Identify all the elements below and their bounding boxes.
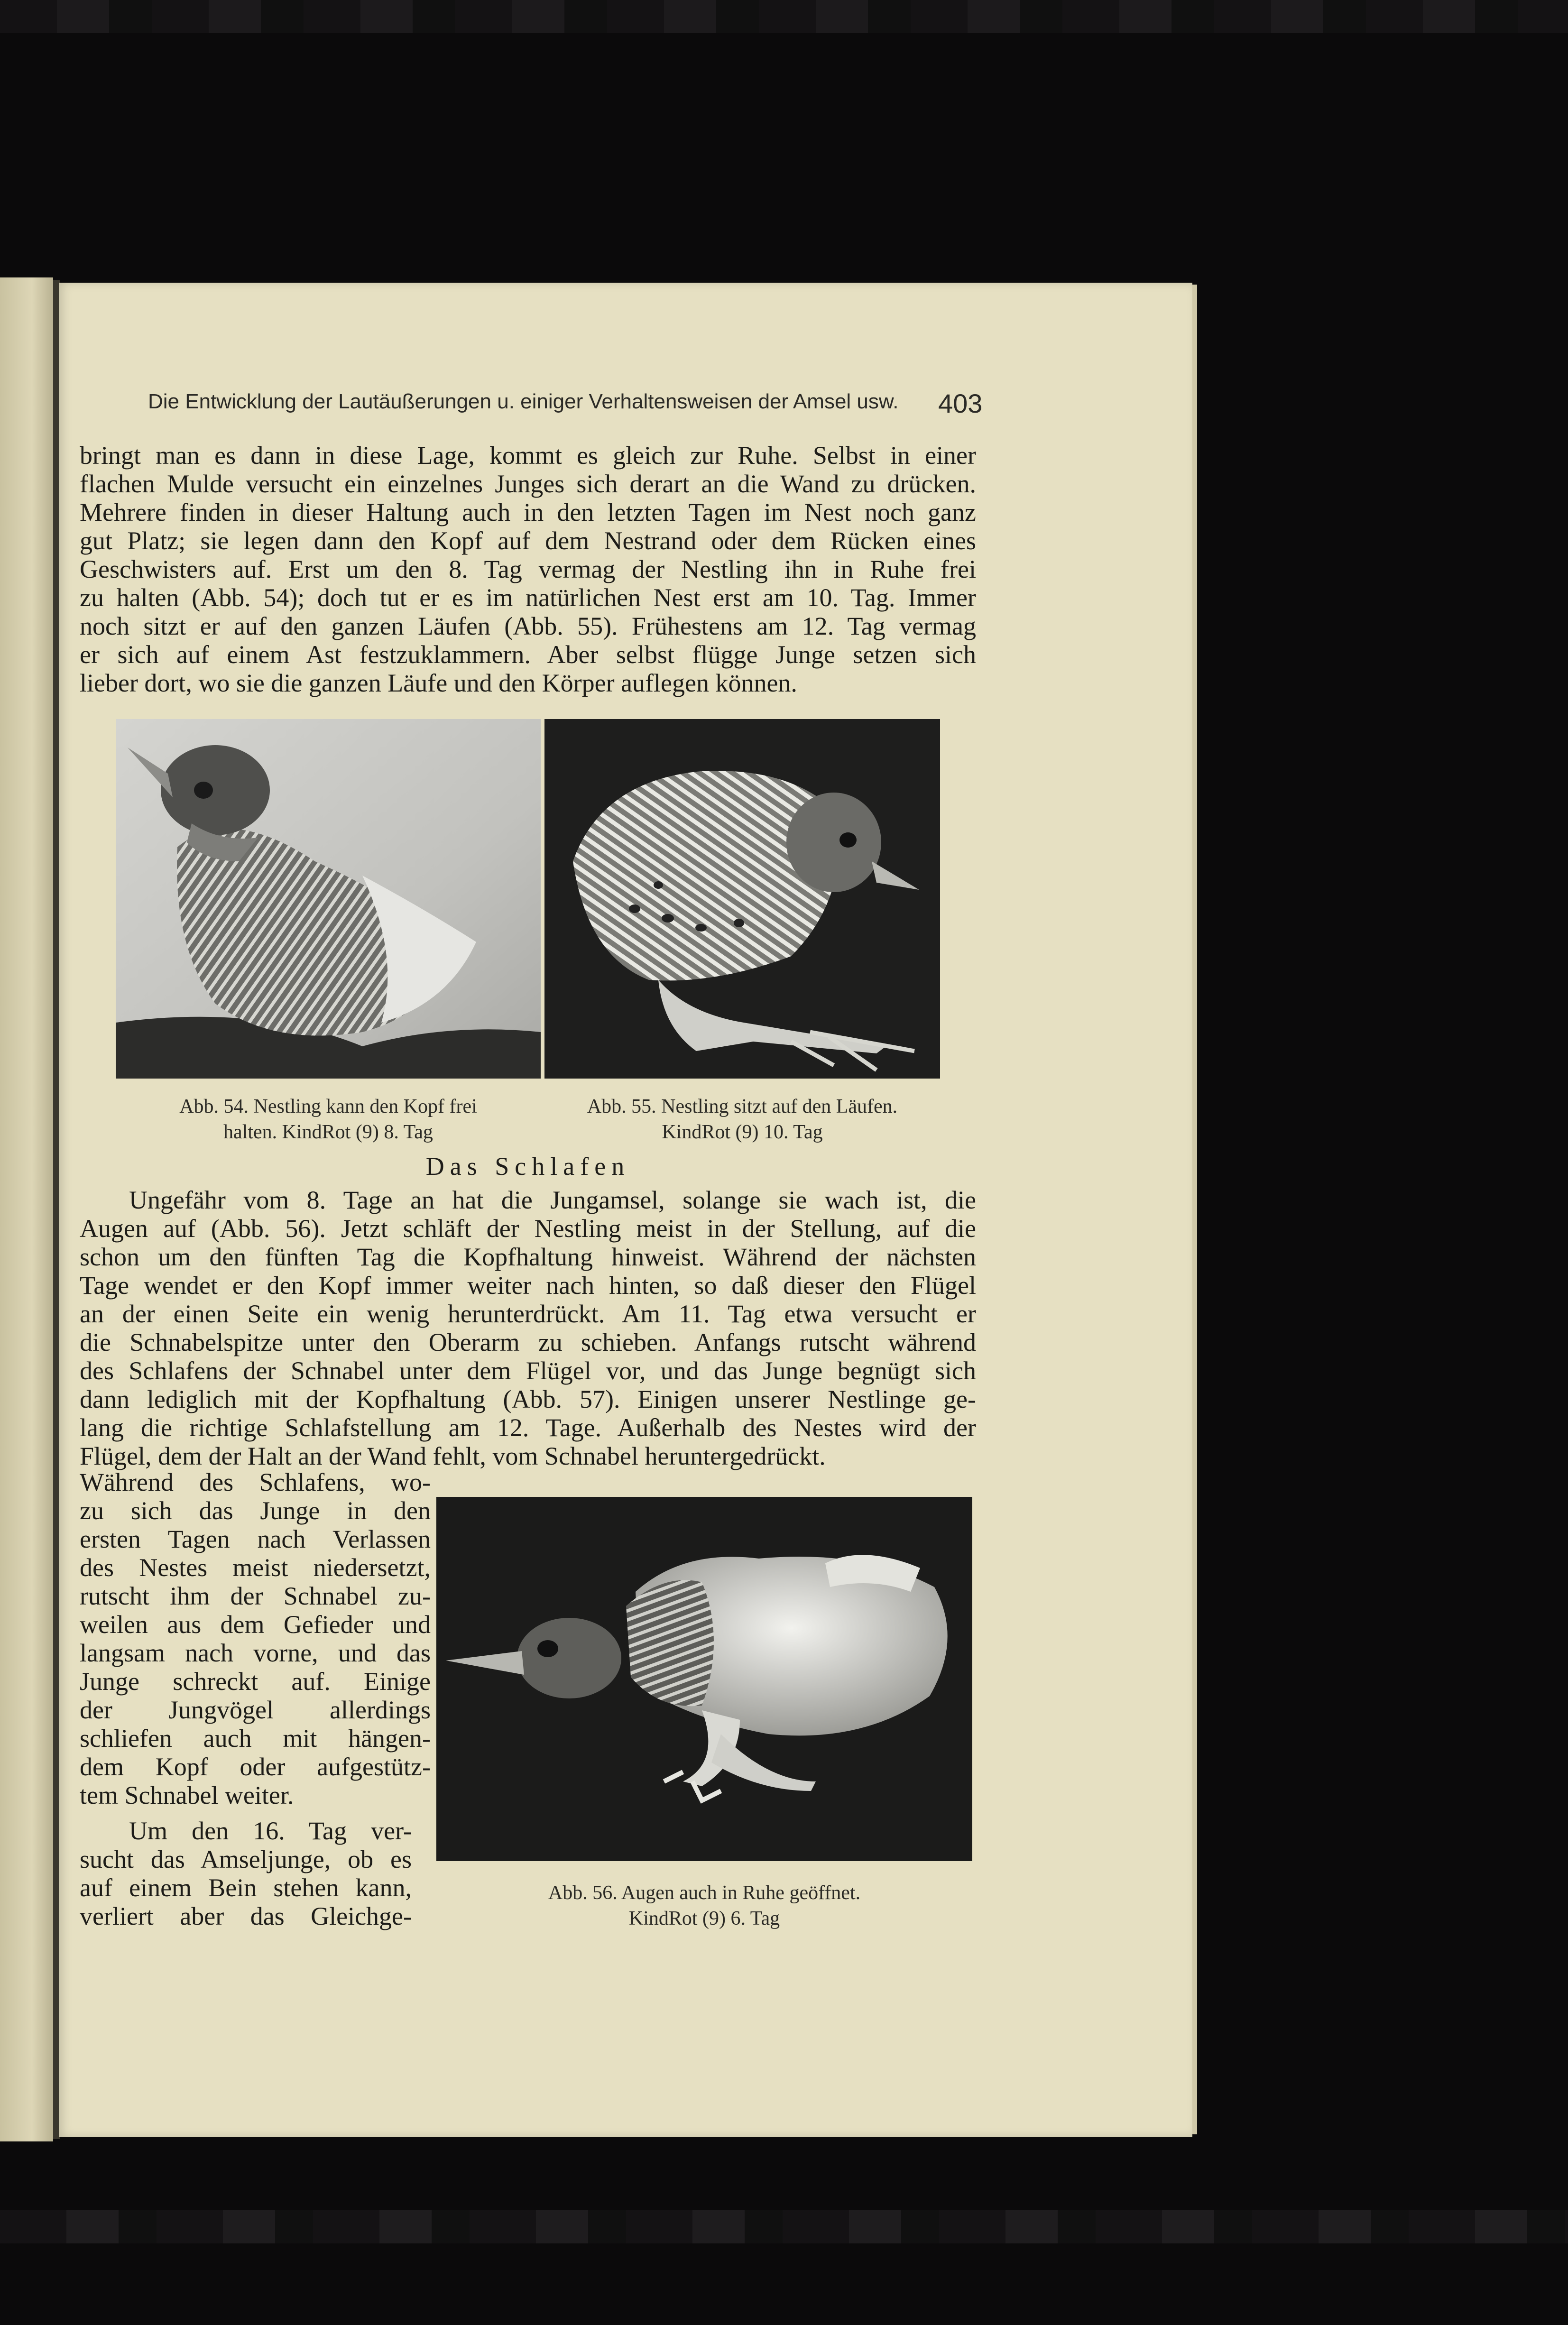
figure-54-photo [116,719,541,1079]
text-line: auf einem Bein stehen kann, [80,1873,412,1902]
figure-56-photo [436,1497,972,1861]
text-line: bringt man es dann in diese Lage, kommt es gleich zur Ruhe. Selbst in einer [80,441,976,470]
text-line: schliefen auch mit hängen- [80,1724,431,1753]
text-line: des Schlafens der Schnabel unter dem Flügel vor, und das Junge begnügt sich [80,1356,976,1385]
text-line: Tage wendet er den Kopf immer weiter nach hinten, so daß dieser den Flügel [80,1271,976,1300]
scan-border-bottom [0,2210,1568,2243]
wrapped-paragraph-1 [80,1468,431,1809]
text-line: dem Kopf oder aufgestütz- [80,1753,431,1781]
running-head: Die Entwicklung der Lautäußerungen u. einiger Verhaltensweisen der Amsel usw. [148,390,899,413]
text-line: Ungefähr vom 8. Tage an hat die Jungamsel, solange sie wach ist, die [129,1186,976,1214]
figure-54-caption [116,1094,541,1145]
text-line: lang die richtige Schlafstellung am 12. Tage. Außerhalb des Nestes wird der [80,1413,976,1442]
text-line: die Schnabelspitze unter den Oberarm zu schieben. Anfangs rutscht während [80,1328,976,1356]
text-line: lieber dort, wo sie die ganzen Läufe und den Körper auflegen können. [80,669,797,697]
caption-line: Abb. 55. Nestling sitzt auf den Läufen. [587,1096,898,1117]
caption-line: KindRot (9) 6. Tag [628,1908,780,1929]
figure-55-caption [544,1094,940,1145]
text-line: Geschwisters auf. Erst um den 8. Tag vermag der Nestling ihn in Ruhe frei [80,555,976,583]
text-line: er sich auf einem Ast festzuklammern. Aber selbst flügge Junge setzen sich [80,640,976,669]
text-line: gut Platz; sie legen dann den Kopf auf dem Nestrand oder dem Rücken eines [80,526,976,555]
text-line: flachen Mulde versucht ein einzelnes Junges sich derart an die Wand zu drücken. [80,470,976,498]
caption-line: KindRot (9) 10. Tag [662,1121,823,1143]
text-line: noch sitzt er auf den ganzen Läufen (Abb. 55). Frühestens am 12. Tag vermag [80,612,976,640]
text-line: tem Schnabel weiter. [80,1781,294,1809]
text-line: Um den 16. Tag ver- [129,1817,412,1845]
text-line: rutscht ihm der Schnabel zu- [80,1582,431,1610]
caption-line: Abb. 56. Augen auch in Ruhe geöffnet. [548,1882,861,1904]
text-line: sucht das Amseljunge, ob es [80,1845,412,1873]
text-line: Mehrere finden in dieser Haltung auch in den letzten Tagen im Nest noch ganz [80,498,976,526]
caption-line: Abb. 54. Nestling kann den Kopf frei [179,1096,477,1117]
figure-55-photo [544,719,940,1079]
text-line: verliert aber das Gleichge- [80,1902,412,1930]
text-line: an der einen Seite ein wenig herunterdrückt. Am 11. Tag etwa versucht er [80,1300,976,1328]
intro-paragraph [80,441,976,697]
text-line: Flügel, dem der Halt an der Wand fehlt, vom Schnabel heruntergedrückt. [80,1442,826,1470]
text-line: zu sich das Junge in den [80,1496,431,1525]
text-line: langsam nach vorne, und das [80,1639,431,1667]
text-line: zu halten (Abb. 54); doch tut er es im natürlichen Nest erst am 10. Tag. Immer [80,583,976,612]
text-line: der Jungvögel allerdings [80,1696,431,1724]
section-heading: Das Schlafen [425,1152,630,1181]
wrapped-paragraph-2 [80,1817,412,1930]
text-line: weilen aus dem Gefieder und [80,1610,431,1639]
caption-line: halten. KindRot (9) 8. Tag [223,1121,433,1143]
text-line: Junge schreckt auf. Einige [80,1667,431,1696]
text-line: Augen auf (Abb. 56). Jetzt schläft der Nestling meist in der Stellung, auf die [80,1214,976,1243]
scan-border-top [0,0,1568,33]
facing-page-edge [0,277,53,2141]
text-line: dann lediglich mit der Kopfhaltung (Abb. 57). Einigen unserer Nestlinge ge- [80,1385,976,1413]
text-line: ersten Tagen nach Verlassen [80,1525,431,1553]
text-line: des Nestes meist niedersetzt, [80,1553,431,1582]
text-line: schon um den fünften Tag die Kopfhaltung hinweist. Während der nächsten [80,1243,976,1271]
page-number: 403 [938,388,983,418]
sleeping-paragraph [80,1186,976,1470]
figure-56-caption [436,1880,972,1931]
text-line: Während des Schlafens, wo- [80,1468,431,1496]
